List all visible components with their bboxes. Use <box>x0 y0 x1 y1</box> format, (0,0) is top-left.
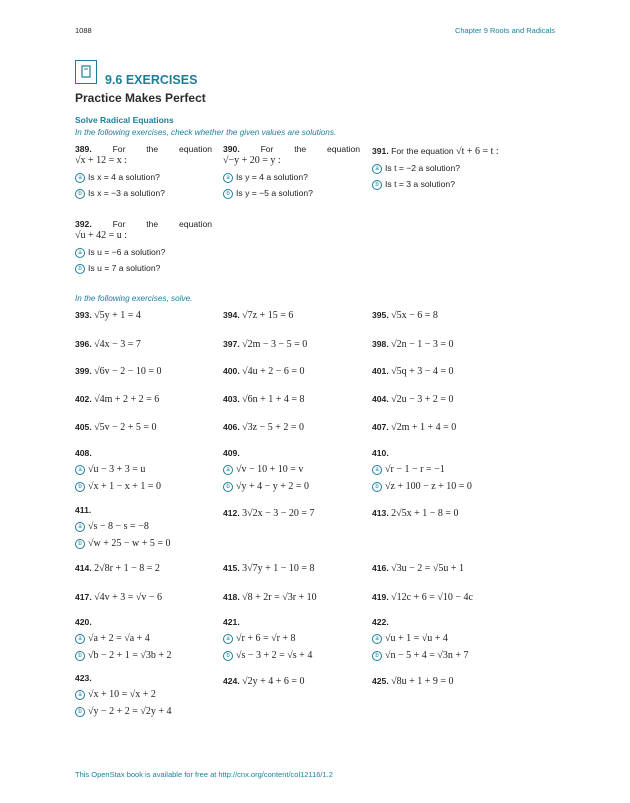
instruction-solve: In the following exercises, solve. <box>75 294 193 303</box>
section-title: 9.6 EXERCISES <box>105 73 198 87</box>
option-b-icon: b <box>372 482 382 492</box>
problem-395: 395. √5x − 6 = 8 <box>372 310 438 321</box>
chapter-title: Chapter 9 Roots and Radicals <box>454 26 555 35</box>
option-a-icon: a <box>223 634 233 644</box>
problem-407: 407. √2m + 1 + 4 = 0 <box>372 422 457 433</box>
option-a-icon: a <box>75 690 85 700</box>
problem-422: 422. a √u + 1 = √u + 4 b √n − 5 + 4 = √3n + 7 <box>372 617 469 661</box>
equation: √t + 6 = t : <box>456 146 499 157</box>
option-a-icon: a <box>75 173 85 183</box>
problem-408: 408. a √u − 3 + 3 = u b √x + 1 − x + 1 = 0 <box>75 448 162 492</box>
problem-418: 418. √8 + 2r = √3r + 10 <box>223 592 317 603</box>
problem-420: 420. a √a + 2 = √a + 4 b √b − 2 + 1 = √3b + 2 <box>75 617 172 661</box>
option-a-icon: a <box>75 465 85 475</box>
problem-400: 400. √4u + 2 − 6 = 0 <box>223 366 305 377</box>
problem-390: 390. For the equation √−y + 20 = y : a Is y = 4 a solution? b Is y = −5 a solution? <box>223 144 361 198</box>
problem-399: 399. √6v − 2 − 10 = 0 <box>75 366 162 377</box>
problem-416: 416. √3u − 2 = √5u + 1 <box>372 563 465 574</box>
exercise-icon <box>75 60 97 84</box>
option-b-icon: b <box>372 180 382 190</box>
option-a-icon: a <box>75 248 85 258</box>
problem-398: 398. √2n − 1 − 3 = 0 <box>372 339 454 350</box>
option-b-icon: b <box>75 482 85 492</box>
option-b-icon: b <box>75 651 85 661</box>
equation: √u + 42 = u : <box>75 230 128 241</box>
problem-394: 394. √7z + 15 = 6 <box>223 310 294 321</box>
problem-410: 410. a √r − 1 − r = −1 b √z + 100 − z + 10 = 0 <box>372 448 472 492</box>
problem-411: 411. a √s − 8 − s = −8 b √w + 25 − w + 5 = 0 <box>75 505 171 549</box>
problem-424: 424. √2y + 4 + 6 = 0 <box>223 676 305 687</box>
problem-423: 423. a √x + 10 = √x + 2 b √y − 2 + 2 = √2y + 4 <box>75 673 172 717</box>
problem-404: 404. √2u − 3 + 2 = 0 <box>372 394 454 405</box>
problem-391: 391. For the equation √t + 6 = t : a Is t = −2 a solution? b Is t = 3 a solution? <box>372 146 499 189</box>
option-a-icon: a <box>223 465 233 475</box>
problem-425: 425. √8u + 1 + 9 = 0 <box>372 676 454 687</box>
problem-413: 413. 2√5x + 1 − 8 = 0 <box>372 508 459 519</box>
option-a-icon: a <box>75 522 85 532</box>
option-a-icon: a <box>372 465 382 475</box>
problem-401: 401. √5q + 3 − 4 = 0 <box>372 366 454 377</box>
problem-415: 415. 3√7y + 1 − 10 = 8 <box>223 563 315 574</box>
problem-421: 421. a √r + 6 = √r + 8 b √s − 3 + 2 = √s + 4 <box>223 617 313 661</box>
equation: √−y + 20 = y : <box>223 155 281 166</box>
option-a-icon: a <box>372 634 382 644</box>
option-b-icon: b <box>372 651 382 661</box>
problem-393: 393. √5y + 1 = 4 <box>75 310 141 321</box>
option-b-icon: b <box>223 482 233 492</box>
option-a-icon: a <box>75 634 85 644</box>
footer-text: This OpenStax book is available for free at http://cnx.org/content/col12116/1.2 <box>75 770 333 779</box>
problem-402: 402. √4m + 2 + 2 = 6 <box>75 394 160 405</box>
problem-414: 414. 2√8r + 1 − 8 = 2 <box>75 563 160 574</box>
problem-419: 419. √12c + 6 = √10 − 4c <box>372 592 473 603</box>
page-number: 1088 <box>75 26 92 35</box>
option-b-icon: b <box>75 539 85 549</box>
option-a-icon: a <box>223 173 233 183</box>
problem-417: 417. √4v + 3 = √v − 6 <box>75 592 163 603</box>
equation: √x + 12 = x : <box>75 155 128 166</box>
problem-392: 392. For the equation √u + 42 = u : a Is u = −6 a solution? b Is u = 7 a solution? <box>75 219 213 273</box>
option-b-icon: b <box>75 707 85 717</box>
problem-405: 405. √5v − 2 + 5 = 0 <box>75 422 157 433</box>
problem-396: 396. √4x − 3 = 7 <box>75 339 141 350</box>
problem-412: 412. 3√2x − 3 − 20 = 7 <box>223 508 315 519</box>
option-b-icon: b <box>223 651 233 661</box>
subheading: Solve Radical Equations <box>75 115 174 125</box>
option-b-icon: b <box>75 264 85 274</box>
problem-406: 406. √3z − 5 + 2 = 0 <box>223 422 304 433</box>
option-a-icon: a <box>372 164 382 174</box>
instruction-check: In the following exercises, check whether the given values are solutions. <box>75 128 337 137</box>
option-b-icon: b <box>223 189 233 199</box>
option-b-icon: b <box>75 189 85 199</box>
problem-409: 409. a √v − 10 + 10 = v b √y + 4 − y + 2 = 0 <box>223 448 310 492</box>
problem-397: 397. √2m − 3 − 5 = 0 <box>223 339 308 350</box>
practice-heading: Practice Makes Perfect <box>75 91 206 105</box>
problem-403: 403. √6n + 1 + 4 = 8 <box>223 394 305 405</box>
problem-389: 389. For the equation √x + 12 = x : a Is x = 4 a solution? b Is x = −3 a solution? <box>75 144 213 198</box>
